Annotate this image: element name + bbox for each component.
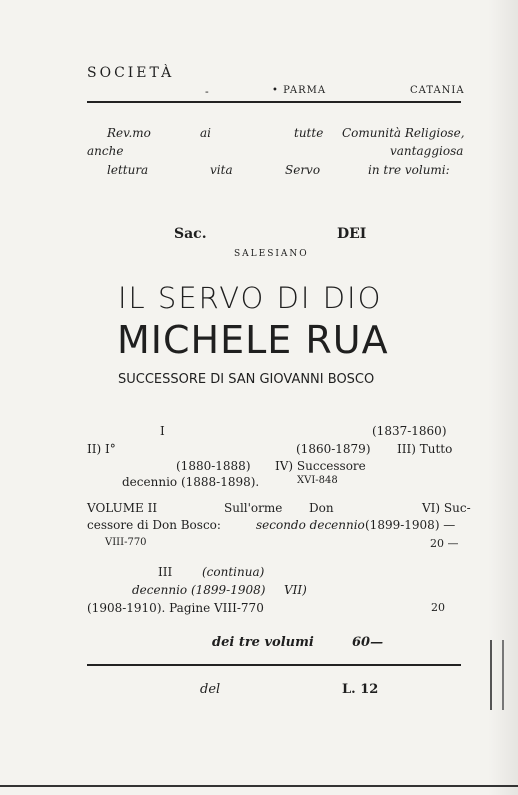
footer-del: del — [200, 682, 221, 697]
vol2-dates: (1899-1908) — — [365, 518, 456, 532]
vol2-price: 20 — — [430, 537, 459, 550]
author-salesiano: SALESIANO — [234, 249, 309, 259]
dedication-comunita: Comunità Religiose, — [342, 126, 465, 140]
vol1-part3-dates: (1880-1888) — [176, 459, 251, 473]
vol1-pages: XVI-848 — [297, 475, 338, 486]
header-dash: - — [205, 85, 209, 98]
dedication-servo: Servo — [285, 163, 321, 177]
dedication-in-tre-volumi: in tre volumi: — [368, 163, 450, 177]
dedication-revmo: Rev.mo — [107, 126, 151, 140]
dedication-ai: ai — [200, 126, 211, 140]
author-sac: Sac. — [174, 226, 207, 242]
vol3-numeral: III — [158, 565, 173, 579]
vol1-part4: IV) Successore — [275, 459, 366, 473]
dedication-anche: anche — [87, 144, 124, 158]
city-catania: CATANIA — [410, 85, 465, 96]
dedication-lettura: lettura — [107, 163, 149, 177]
title-line-1: IL SERVO DI DIO — [118, 281, 383, 315]
binding-edge-mark — [490, 640, 504, 710]
page-bottom-edge — [0, 785, 518, 787]
dedication-vantaggiosa: vantaggiosa — [390, 144, 464, 158]
vol3-pages: (1908-1910). Pagine VIII-770 — [87, 601, 264, 615]
vol1-part2: II) I° — [87, 442, 116, 456]
vol1-dates: (1837-1860) — [372, 424, 447, 438]
vol2-sullorme: Sull'orme — [224, 501, 283, 515]
vol2-don: Don — [309, 501, 334, 515]
title-subtitle: SUCCESSORE DI SAN GIOVANNI BOSCO — [118, 372, 375, 387]
vol3-price: 20 — [431, 601, 445, 614]
total-label: dei tre volumi — [212, 635, 314, 650]
vol2-pages: VIII-770 — [105, 537, 147, 548]
vol1-part2-dates: (1860-1879) — [296, 442, 371, 456]
city-parma: • PARMA — [272, 85, 327, 96]
total-price: 60— — [352, 635, 384, 650]
footer-price: L. 12 — [342, 682, 379, 697]
vol2-secondo-decennio: secondo decennio — [256, 518, 365, 532]
vol2-part6: VI) Suc- — [422, 501, 471, 515]
title-line-2: MICHELE RUA — [117, 318, 389, 362]
vol3-continua: (continua) — [202, 565, 265, 579]
vol3-decennio: decennio (1899-1908) — [132, 583, 266, 597]
vol1-numeral: I — [160, 424, 165, 438]
vol2-successore: cessore di Don Bosco: — [87, 518, 221, 532]
dedication-tutte: tutte — [294, 126, 324, 140]
vol1-part3: III) Tutto — [397, 442, 453, 456]
publisher-societa: SOCIETÀ — [87, 65, 175, 81]
header-rule — [87, 101, 461, 103]
vol3-part7: VII) — [284, 583, 307, 597]
footer-rule — [87, 664, 461, 666]
vol1-part4-dates: decennio (1888-1898). — [122, 475, 260, 489]
dedication-vita: vita — [210, 163, 233, 177]
author-dei: DEI — [337, 226, 367, 242]
vol2-label: VOLUME II — [87, 501, 158, 515]
